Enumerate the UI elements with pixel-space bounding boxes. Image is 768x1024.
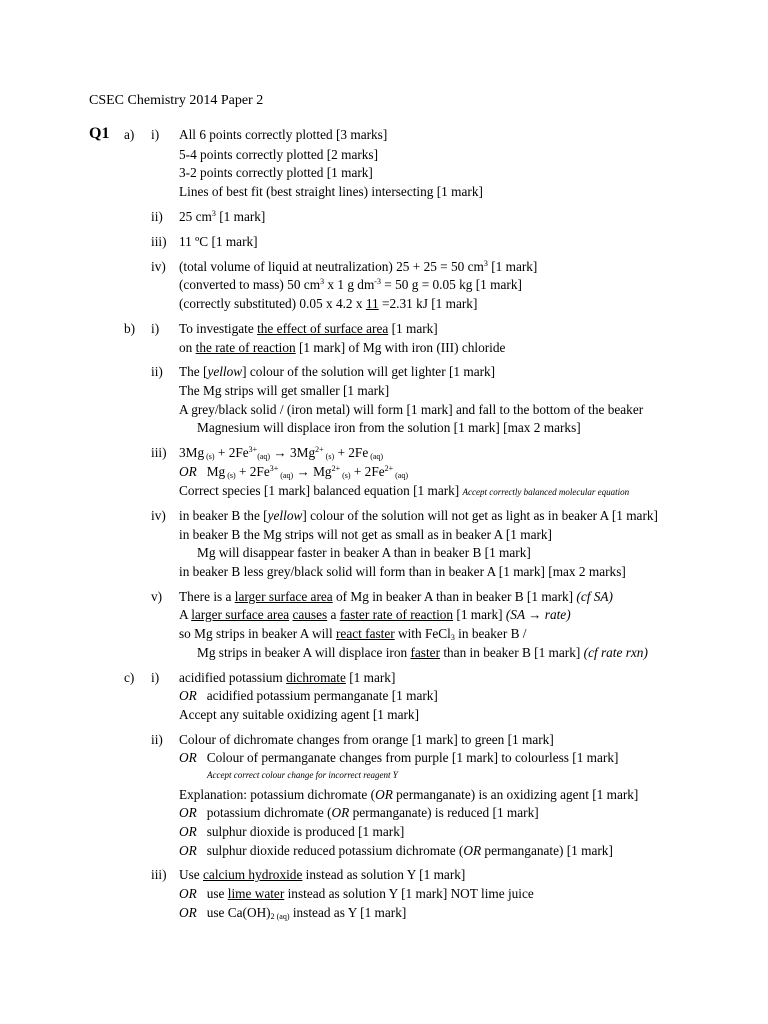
b-iv-line-4: in beaker B less grey/black solid will form than in beaker A [1 mark] [max 2 marks]: [179, 564, 626, 579]
a-iv-line-1: (total volume of liquid at neutralization) 25 + 25 = 50 $cm^3$ [1 mark]: [179, 259, 538, 274]
c-iii-line-1: Use calcium hydroxide instead as solution Y [1 mark]: [179, 867, 466, 882]
c-ii-line-4: OR potassium dichromate (OR permanganate) is reduced [1 mark]: [179, 805, 539, 820]
b-i-line-1: To investigate the effect of surface area [1 mark]: [179, 321, 438, 336]
a-iii-label: iii): [151, 234, 167, 249]
b-v-line-1: There is a larger surface area of Mg in beaker A than in beaker B [1 mark] (cf SA): [179, 589, 613, 604]
part-b-label: b): [124, 321, 136, 336]
a-iii-line: 11 ºC [1 mark]: [179, 234, 258, 249]
c-ii-line-5: OR sulphur dioxide is produced [1 mark]: [179, 824, 405, 839]
c-ii-line-1: Colour of dichromate changes from orange [1 mark] to green [1 mark]: [179, 732, 554, 747]
b-ii-line-4: Magnesium will displace iron from the solution [1 mark] [max 2 marks]: [197, 420, 581, 435]
question-number: Q1: [89, 125, 110, 142]
b-v-line-4: Mg strips in beaker A will displace iron faster than in beaker B [1 mark] (cf rate rxn): [197, 645, 648, 660]
c-i-line-3: Accept any suitable oxidizing agent [1 mark]: [179, 707, 419, 722]
b-i-line-2: on the rate of reaction [1 mark] of Mg with iron (III) chloride: [179, 340, 506, 355]
c-ii-line-6: OR sulphur dioxide reduced potassium dichromate (OR permanganate) [1 mark]: [179, 843, 613, 858]
b-iv-line-2: in beaker B the Mg strips will not get as small as in beaker A [1 mark]: [179, 527, 552, 542]
a-iv-line-3: (correctly substituted) 0.05 x 4.2 x 11 =2.31 kJ [1 mark]: [179, 296, 478, 311]
b-ii-line-3: A grey/black solid / (iron metal) will form [1 mark] and fall to the bottom of the beaker: [179, 402, 644, 417]
b-iv-label: iv): [151, 508, 166, 523]
a-iv-label: iv): [151, 259, 166, 274]
c-i-line-2: OR acidified potassium permanganate [1 mark]: [179, 688, 438, 703]
b-ii-line-2: The Mg strips will get smaller [1 mark]: [179, 383, 390, 398]
c-ii-label: ii): [151, 732, 163, 747]
b-iii-line-3: Correct species [1 mark] balanced equation [1 mark] Accept correctly balanced molecular equation: [179, 483, 630, 498]
a-i-line-1: All 6 points correctly plotted [3 marks]: [179, 127, 388, 142]
a-ii-label: ii): [151, 209, 163, 224]
b-iii-label: iii): [151, 445, 167, 460]
b-ii-label: ii): [151, 364, 163, 379]
c-i-label: i): [151, 670, 160, 685]
a-iv-line-2: (converted to mass) 50 $cm^3$ x 1 g $dm^{-3} = 50$ g = 0.05 kg [1 mark]: [179, 277, 522, 292]
c-iii-label: iii): [151, 867, 167, 882]
c-ii-line-2: OR Colour of permanganate changes from purple [1 mark] to colourless [1 mark]: [179, 750, 619, 765]
b-i-label: i): [151, 321, 160, 336]
c-ii-note: Accept correct colour change for incorrect reagent Y: [207, 770, 398, 780]
b-v-label: v): [151, 589, 163, 604]
c-ii-line-3: Explanation: potassium dichromate (OR permanganate) is an oxidizing agent [1 mark]: [179, 787, 639, 802]
a-i-label: i): [151, 127, 160, 142]
b-v-line-3: so Mg strips in beaker A will react faster with FeCl$_3$ in beaker B /: [179, 626, 527, 642]
b-ii-line-1: The [yellow] colour of the solution will get lighter [1 mark]: [179, 364, 496, 379]
b-iii-equation-1: 3Mg $_{(s)} + 2Fe^{3+}_{(aq)} \to 3Mg^{2+}$ $_{(s)}$ + 2Fe $_{(aq)}$: [179, 445, 384, 461]
b-iv-line-3: Mg will disappear faster in beaker A than in beaker B [1 mark]: [197, 545, 531, 560]
b-iv-line-1: in beaker B the [yellow] colour of the solution will not get as light as in beaker A [1 mark]: [179, 508, 658, 523]
a-i-line-4: Lines of best fit (best straight lines) intersecting [1 mark]: [179, 184, 483, 199]
a-i-line-2: 5-4 points correctly plotted [2 marks]: [179, 147, 379, 162]
part-c-label: c): [124, 670, 135, 685]
a-ii-line: 25 $cm^3$ [1 mark]: [179, 209, 266, 224]
part-a-label: a): [124, 127, 135, 142]
c-iii-line-3: OR use $Ca(OH)_{2 (aq)}$ instead as Y [1 mark]: [179, 905, 407, 921]
c-i-line-1: acidified potassium dichromate [1 mark]: [179, 670, 396, 685]
b-v-line-2: A larger surface area causes a faster rate of reaction [1 mark] (SA → rate): [179, 607, 571, 622]
c-iii-line-2: OR use lime water instead as solution Y [1 mark] NOT lime juice: [179, 886, 534, 901]
b-iii-equation-2: OR Mg $_{(s)} + 2Fe^{3+}$ $_{(aq)} \to Mg^{2+}$ $_{(s)} + 2Fe^{2+}$ $_{(aq)}$: [179, 464, 409, 480]
a-i-line-3: 3-2 points correctly plotted [1 mark]: [179, 165, 373, 180]
document-title: CSEC Chemistry 2014 Paper 2: [89, 93, 264, 108]
